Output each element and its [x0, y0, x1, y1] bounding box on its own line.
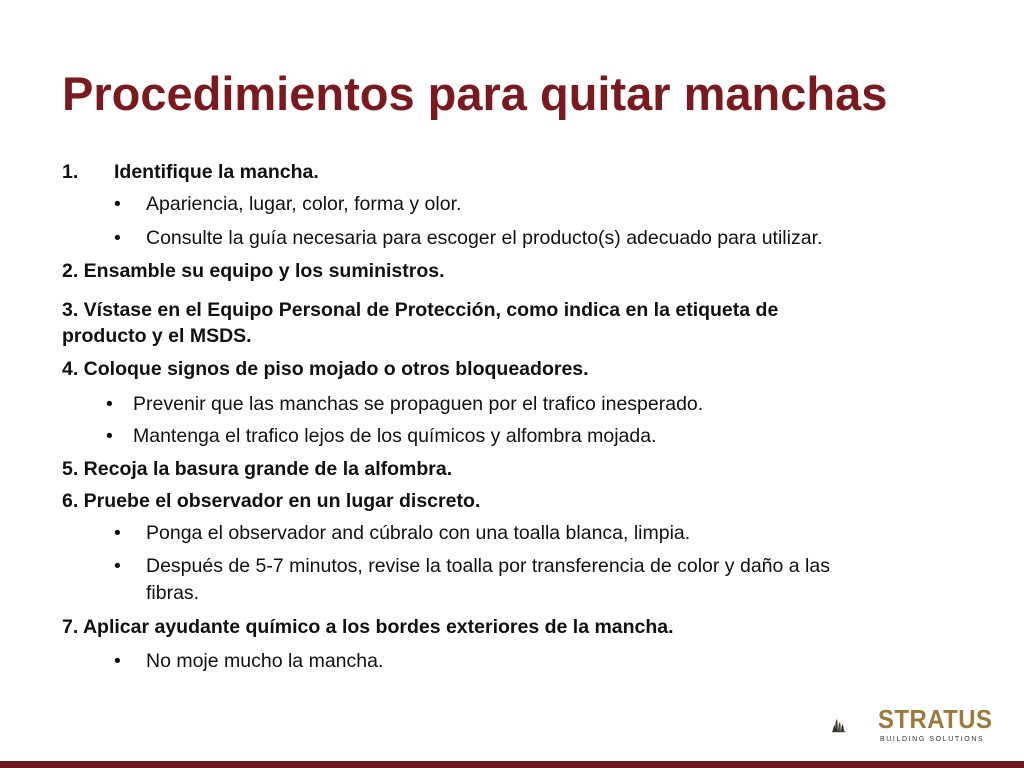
item-4-bullet-1: Prevenir que las manchas se propaguen por el trafico inesperado. [133, 393, 704, 415]
footer-bar [0, 761, 1024, 768]
item-1-number: 1. [62, 161, 79, 183]
stratus-logo-icon [832, 700, 880, 750]
bullet-marker: • [106, 425, 113, 447]
logo-tagline: BUILDING SOLUTIONS [880, 736, 985, 743]
item-6-text: 6. Pruebe el observador en un lugar discreto. [62, 490, 481, 512]
item-3-line-2: producto y el MSDS. [62, 325, 252, 347]
item-6-bullet-1: Ponga el observador and cúbralo con una toalla blanca, limpia. [146, 522, 691, 544]
bullet-marker: • [114, 555, 121, 577]
slide-title: Procedimientos para quitar manchas [62, 67, 888, 120]
item-6-bullet-2-line-2: fibras. [146, 582, 200, 604]
bullet-marker: • [114, 522, 121, 544]
bullet-marker: • [114, 227, 121, 249]
item-4-text: 4. Coloque signos de piso mojado o otros bloqueadores. [62, 358, 589, 380]
logo-name: STRATUS [878, 704, 993, 734]
bullet-marker: • [114, 193, 121, 215]
item-3-line-1: 3. Vístase en el Equipo Personal de Protección, como indica en la etiqueta de [62, 299, 779, 321]
item-6-bullet-2-line-1: Después de 5-7 minutos, revise la toalla por transferencia de color y daño a las [146, 555, 830, 577]
item-5-text: 5. Recoja la basura grande de la alfombra. [62, 458, 453, 480]
item-4-bullet-2: Mantenga el trafico lejos de los químicos y alfombra mojada. [133, 425, 657, 447]
item-1-bullet-2: Consulte la guía necesaria para escoger el producto(s) adecuado para utilizar. [146, 227, 823, 249]
bullet-marker: • [106, 393, 113, 415]
item-1-text: Identifique la mancha. [114, 161, 319, 183]
item-2-text: 2. Ensamble su equipo y los suministros. [62, 260, 445, 282]
item-7-text: 7. Aplicar ayudante químico a los bordes exteriores de la mancha. [62, 616, 674, 638]
item-7-bullet-1: No moje mucho la mancha. [146, 650, 384, 672]
bullet-marker: • [114, 650, 121, 672]
item-1-bullet-1: Apariencia, lugar, color, forma y olor. [146, 193, 462, 215]
